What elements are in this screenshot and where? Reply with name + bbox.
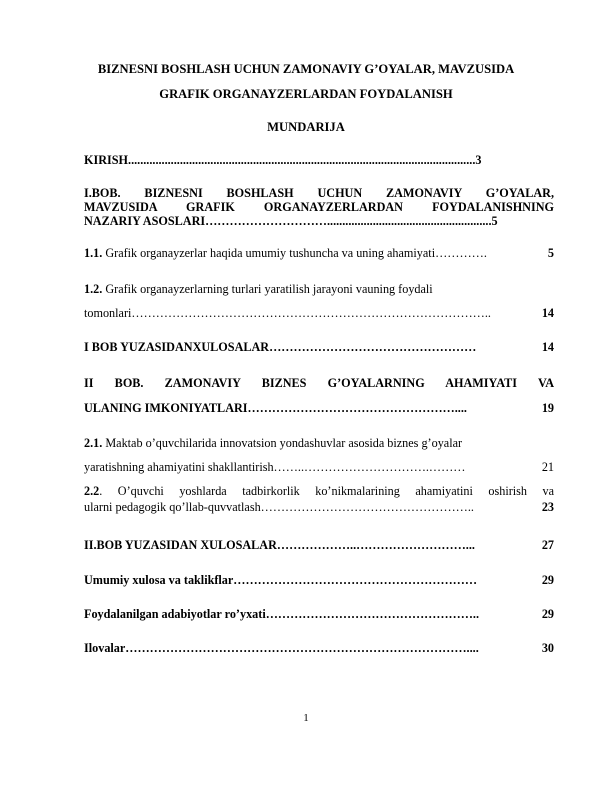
page-number: 1 (303, 712, 309, 724)
toc-page-number: 30 (541, 641, 554, 655)
section-title-line-2: yaratishning ahamiyatini shakllantirish……..………………………….……… (84, 460, 466, 474)
toc-entry-references[interactable] (84, 607, 554, 622)
toc-entry-general-conclusion[interactable] (84, 573, 554, 588)
section-title-line-2: ularni pedagogik qo’llab-quvvatlash…………………………………………….. (84, 500, 474, 514)
section-number: 2.1. (84, 436, 103, 450)
toc-entry-title: I BOB YUZASIDANXULOSALAR…………………………………………… (84, 340, 477, 354)
toc-entry-title: Ilovalar………………………………………………………………………….... (84, 641, 479, 655)
chapter-2-title-line-2: ULANING IMKONIYATLARI…………………………………………….... (84, 401, 467, 415)
toc-entry-title: II.BOB YUZASIDAN XULOSALAR………………..………………………... (84, 538, 475, 552)
toc-page-number: 19 (541, 401, 554, 415)
chapter-1-title-line-3: NAZARIY ASOSLARI…………………………......................................................5 (84, 214, 498, 228)
section-title-line-1: Grafik organayzerlarning turlari yaratilish jarayoni vauning foydali (102, 282, 433, 296)
document-title-line-1: BIZNESNI BOSHLASH UCHUN ZAMONAVIY G’OYALAR, MAVZUSIDA (97, 62, 515, 76)
section-title: Grafik organayzerlar haqida umumiy tushuncha va uning ahamiyati…………. (102, 246, 487, 260)
toc-page-number: 23 (541, 500, 554, 514)
toc-entry-chapter-1-summary[interactable] (84, 340, 554, 355)
toc-entry-appendix[interactable] (84, 641, 554, 656)
toc-entry-kirish[interactable]: KIRISH..................................................................................................................3 (84, 153, 482, 167)
toc-entry-title: Foydalanilgan adabiyotlar ro’yxati…………………………………………….. (84, 607, 479, 621)
section-number: 1.2. (84, 282, 103, 296)
toc-entry-title: Umumiy xulosa va taklikflar…………………………………………………… (84, 573, 478, 587)
toc-entry-1-1[interactable] (84, 246, 554, 261)
toc-page-number: 27 (541, 538, 554, 552)
section-title-line-2: tomonlari…………………………………………………………………………….. (84, 306, 491, 320)
chapter-2-title-line-1: II BOB. ZAMONAVIY BIZNES G’OYALARNING AHAMIYATI VA (84, 376, 554, 390)
chapter-1-title-line-2: MAVZUSIDA GRAFIK ORGANAYZERLARDAN FOYDALANISHNING (84, 200, 554, 214)
section-title-line-1: . O’quvchi yoshlarda tadbirkorlik ko’nikmalarining ahamiyatini oshirish va (99, 484, 554, 498)
toc-page-number: 14 (541, 306, 554, 320)
toc-heading: MUNDARIJA (267, 120, 345, 134)
toc-page-number: 29 (541, 573, 554, 587)
toc-page-number: 14 (541, 340, 554, 354)
section-number: 1.1. (84, 246, 103, 260)
section-title-line-1: Maktab o’quvchilarida innovatsion yondashuvlar asosida biznes g’oyalar (102, 436, 463, 450)
chapter-1-title-line-1: I.BOB. BIZNESNI BOSHLASH UCHUN ZAMONAVIY G’OYALAR, (84, 186, 554, 200)
toc-page-number: 21 (541, 460, 554, 474)
document-title-line-2: GRAFIK ORGANAYZERLARDAN FOYDALANISH (159, 87, 453, 101)
toc-entry-chapter-2-summary[interactable] (84, 538, 554, 553)
toc-page-number: 5 (547, 246, 554, 260)
section-number: 2.2 (84, 484, 100, 498)
toc-page-number: 29 (541, 607, 554, 621)
